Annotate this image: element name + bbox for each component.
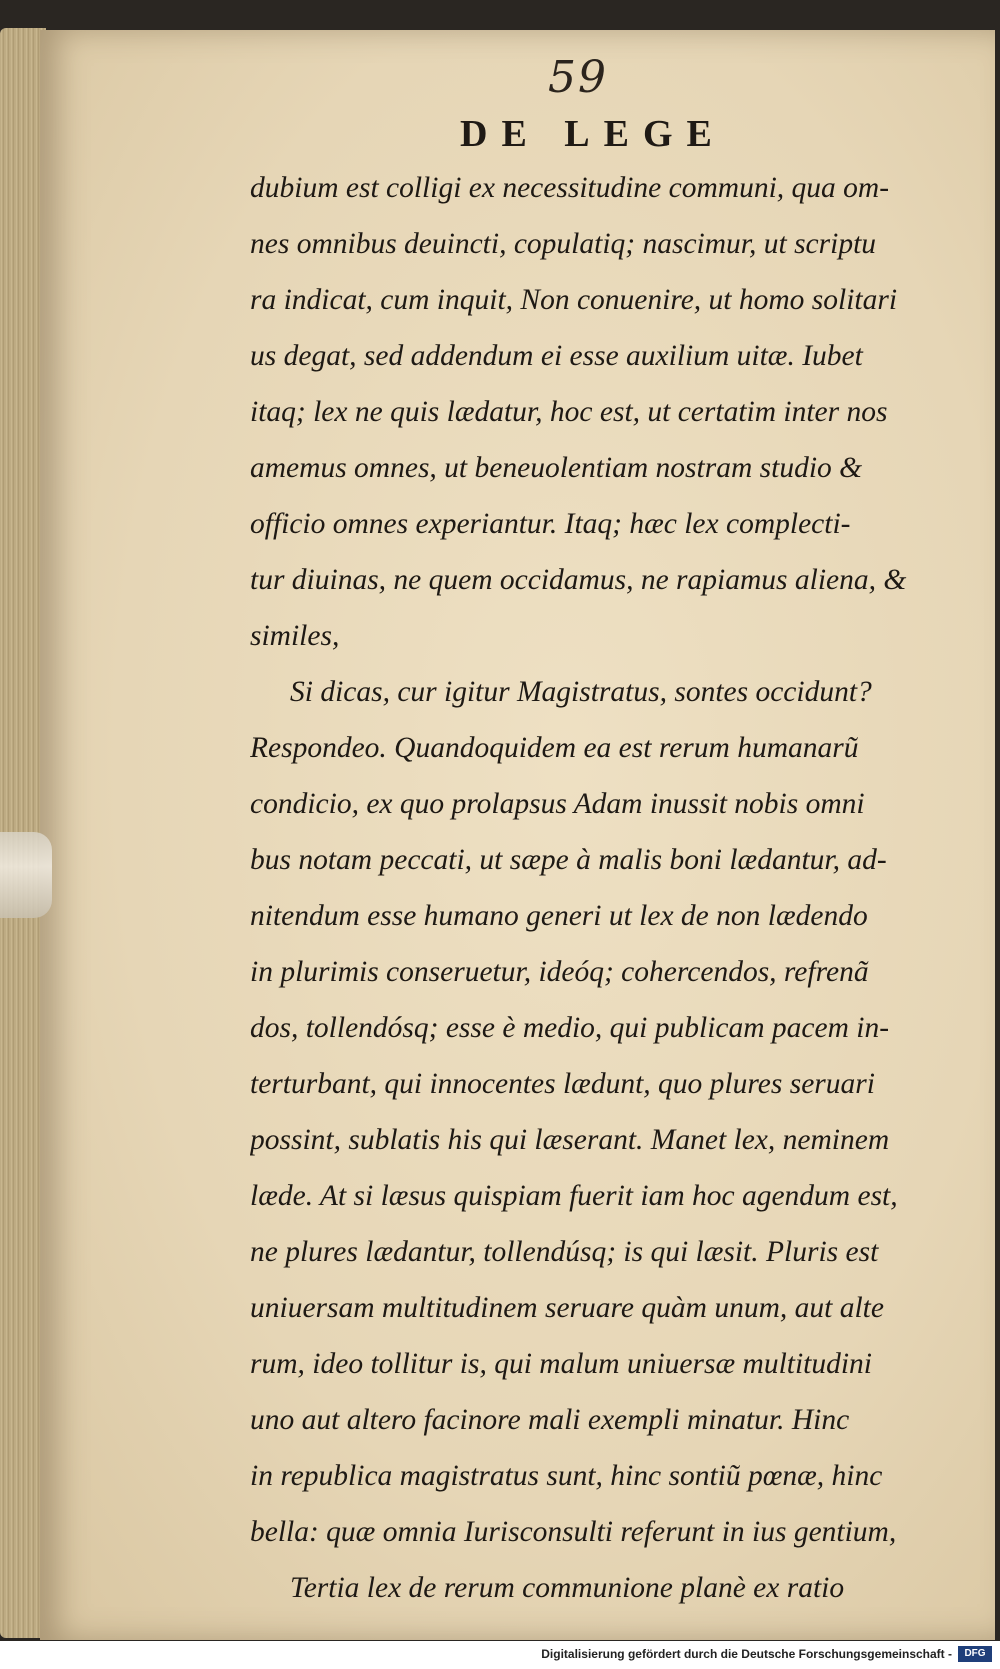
text-line: amemus omnes, ut beneuolentiam nostram studio & <box>250 452 863 484</box>
text-line: bus notam peccati, ut sæpe à malis boni lædantur, ad- <box>250 844 887 876</box>
text-line: ra indicat, cum inquit, Non conuenire, ut homo solitari <box>250 284 898 316</box>
text-line: tur diuinas, ne quem occidamus, ne rapiamus aliena, & <box>250 564 907 596</box>
text-line: rum, ideo tollitur is, qui malum uniuersæ multitudini <box>250 1348 872 1380</box>
text-line: nitendum esse humano generi ut lex de non lædendo <box>250 900 868 932</box>
body-text <box>250 160 962 1616</box>
running-head: DE LEGE <box>460 113 726 155</box>
text-line: dubium est colligi ex necessitudine communi, qua om- <box>250 172 890 204</box>
text-line: officio omnes experiantur. Itaq; hæc lex complecti- <box>250 508 851 540</box>
text-line: terturbant, qui innocentes lædunt, quo plures seruari <box>250 1068 875 1100</box>
text-line: uno aut altero facinore mali exempli minatur. Hinc <box>250 1404 850 1436</box>
text-line: similes, <box>250 620 340 652</box>
funding-credit: Digitalisierung gefördert durch die Deutsche Forschungsgemeinschaft - <box>541 1647 952 1661</box>
page-clasp <box>0 832 52 918</box>
text-line: itaq; lex ne quis lædatur, hoc est, ut certatim inter nos <box>250 396 888 428</box>
text-line: Si dicas, cur igitur Magistratus, sontes occidunt? <box>290 676 872 708</box>
text-line: Respondeo. Quandoquidem ea est rerum humanarũ <box>250 732 859 764</box>
text-line: condicio, ex quo prolapsus Adam inussit nobis omni <box>250 788 865 820</box>
text-line: uniuersam multitudinem seruare quàm unum, aut alte <box>250 1292 884 1324</box>
page-number: 59 <box>548 52 608 103</box>
text-line: Tertia lex de rerum communione planè ex ratio <box>290 1572 845 1604</box>
text-line: bella: quæ omnia Iurisconsulti referunt in ius gentium, <box>250 1516 897 1548</box>
text-line: in plurimis conseruetur, ideóq; cohercendos, refrenã <box>250 956 869 988</box>
text-line: dos, tollendósq; esse è medio, qui publicam pacem in- <box>250 1012 890 1044</box>
text-line: ne plures lædantur, tollendúsq; is qui læsit. Pluris est <box>250 1236 879 1268</box>
dfg-logo-icon: DFG <box>958 1646 992 1662</box>
text-line: læde. At si læsus quispiam fuerit iam hoc agendum est, <box>250 1180 898 1212</box>
text-line: nes omnibus deuincti, copulatiq; nascimur, ut scriptu <box>250 228 877 260</box>
footer-bar <box>0 1641 1000 1669</box>
text-line: possint, sublatis his qui læserant. Manet lex, neminem <box>250 1124 890 1156</box>
text-line: us degat, sed addendum ei esse auxilium uitæ. Iubet <box>250 340 863 372</box>
text-line: in republica magistratus sunt, hinc sontiũ pœnæ, hinc <box>250 1460 883 1492</box>
